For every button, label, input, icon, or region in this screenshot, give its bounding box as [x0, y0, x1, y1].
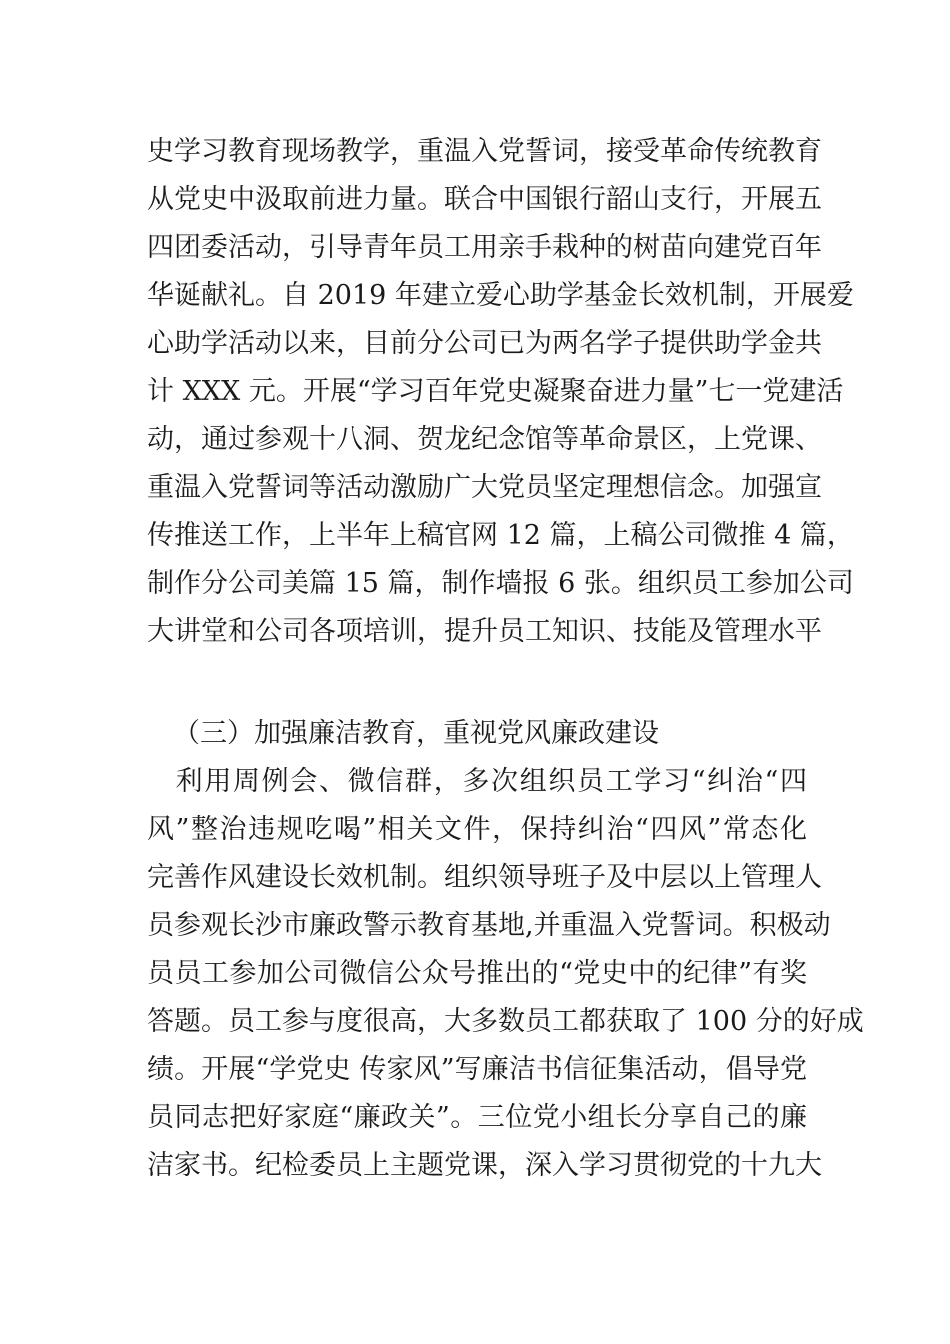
text-line: 史学习教育现场教学，重温入党誓词，接受革命传统教育: [147, 136, 822, 167]
text-line: 员参观长沙市廉政警示教育基地,并重温入党誓词。积极动: [147, 910, 831, 941]
text-line: 计 XXX 元。开展“学习百年党史凝聚奋进力量”七一党建活: [147, 376, 844, 407]
text-line: 利用周例会、微信群，多次组织员工学习“纠治“四: [147, 766, 807, 797]
section-heading: （三）加强廉洁教育，重视党风廉政建设: [173, 718, 659, 749]
text-line: 华诞献礼。自 2019 年建立爱心助学基金长效机制，开展爱: [147, 280, 854, 311]
text-line: 洁家书。纪检委员上主题党课，深入学习贯彻党的十九大: [147, 1150, 822, 1181]
text-line: 完善作风建设长效机制。组织领导班子及中层以上管理人: [147, 862, 822, 893]
text-line: 重温入党誓词等活动激励广大党员坚定理想信念。加强宣: [147, 472, 822, 503]
text-line: 传推送工作，上半年上稿官网 12 篇，上稿公司微推 4 篇，: [147, 520, 854, 551]
text-line: 风”整治违规吃喝”相关文件，保持纠治“四风”常态化: [147, 814, 807, 845]
text-line: 员同志把好家庭“廉政关”。三位党小组长分享自己的廉: [147, 1102, 807, 1133]
text-line: 心助学活动以来，目前分公司已为两名学子提供助学金共: [147, 328, 822, 359]
text-line: 绩。开展“学党史 传家风”写廉洁书信征集活动，倡导党: [147, 1054, 807, 1085]
text-line: 大讲堂和公司各项培训，提升员工知识、技能及管理水平: [147, 616, 822, 647]
text-line: 从党史中汲取前进力量。联合中国银行韶山支行，开展五: [147, 184, 822, 215]
text-line: 动，通过参观十八洞、贺龙纪念馆等革命景区，上党课、: [147, 424, 822, 455]
text-line: 答题。员工参与度很高，大多数员工都获取了 100 分的好成: [147, 1006, 864, 1037]
text-line: 四团委活动，引导青年员工用亲手栽种的树苗向建党百年: [147, 232, 822, 263]
text-line: 制作分公司美篇 15 篇，制作墙报 6 张。组织员工参加公司: [147, 568, 854, 599]
text-line: 员员工参加公司微信公众号推出的“党史中的纪律”有奖: [147, 958, 807, 989]
